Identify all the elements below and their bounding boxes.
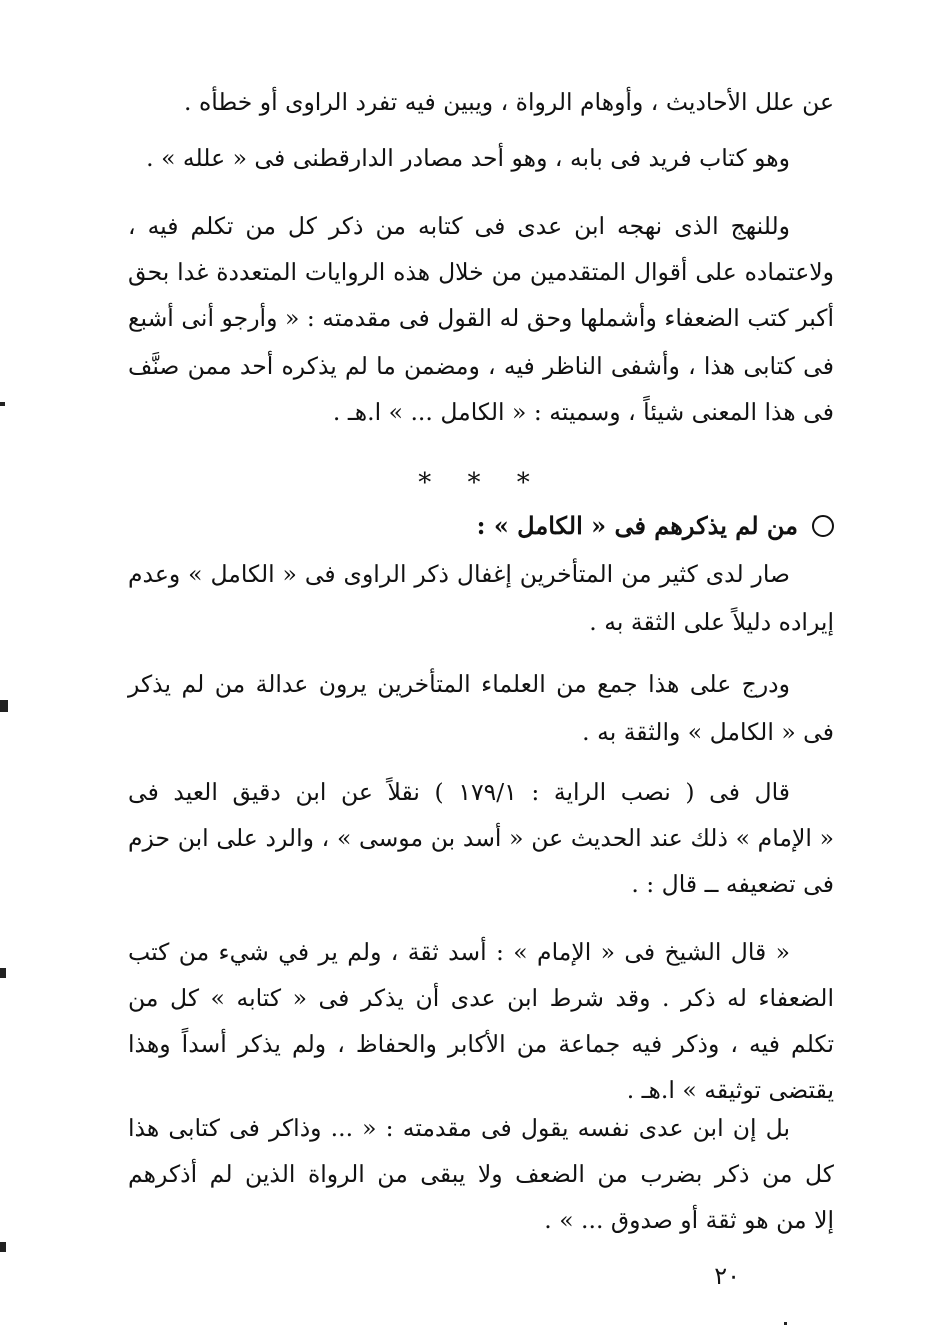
text-line: إلا من هو ثقة أو صدوق ... » .	[544, 1206, 834, 1234]
text-line: فى تضعيفه ــ قال : .	[631, 870, 834, 898]
scan-mark	[0, 402, 5, 406]
scan-mark	[0, 1242, 6, 1252]
text-line: بل إن ابن عدى نفسه يقول فى مقدمته : « ... وذاكر فى كتابى هذا	[128, 1114, 790, 1142]
text-line: كل من ذكر بضرب من الضعف ولا يبقى من الرواة الذين لم أذكرهم	[128, 1160, 834, 1188]
text-line: فى كتابى هذا ، وأشفى الناظر فيه ، ومضمن ما لم يذكره أحد ممن صنَّف	[128, 352, 834, 380]
heading-text: من لم يذكرهم فى « الكامل » :	[476, 511, 798, 540]
section-separator: * * *	[418, 468, 544, 498]
text-line: وللنهج الذى نهجه ابن عدى فى كتابه من ذكر كل من تكلم فيه ،	[128, 212, 790, 240]
text-line: فى « الكامل » والثقة به .	[582, 718, 834, 746]
text-line: يقتضى توثيقه » ا.هـ .	[626, 1076, 834, 1104]
text-line: « قال الشيخ فى « الإمام » : أسد ثقة ، ولم ير في شيء من كتب	[128, 938, 790, 966]
text-line: « الإمام » ذلك عند الحديث عن « أسد بن موسى » ، والرد على ابن حزم	[128, 824, 834, 852]
scan-mark	[0, 968, 6, 978]
text-line: فى هذا المعنى شيئاً ، وسميته : « الكامل ... » ا.هـ .	[332, 398, 834, 426]
text-line: عن علل الأحاديث ، وأوهام الرواة ، ويبين فيه تفرد الراوى أو خطأه .	[184, 88, 834, 116]
text-line: إيراده دليلاً على الثقة به .	[589, 608, 834, 636]
text-line: قال فى ( نصب الراية : ١٧٩/١ ) نقلاً عن ابن دقيق العيد فى	[128, 778, 790, 806]
text-line: ودرج على هذا جمع من العلماء المتأخرين يرون عدالة من لم يذكر	[128, 670, 790, 698]
scan-mark	[0, 700, 8, 712]
text-line: وهو كتاب فريد فى بابه ، وهو أحد مصادر الدارقطنى فى « علله » .	[146, 144, 790, 172]
section-heading	[477, 504, 834, 548]
text-line: تكلم فيه ، وذكر فيه جماعة من الأكابر والحفاظ ، ولم يذكر أسداً وهذا	[128, 1030, 834, 1058]
text-line: ولاعتماده على أقوال المتقدمين من خلال هذه الروايات المتعددة غدا بحق	[128, 258, 834, 286]
page-body	[128, 70, 834, 1330]
text-line: أكبر كتب الضعفاء وأشملها وحق له القول فى مقدمته : « وأرجو أنى أشبع	[128, 304, 834, 332]
scan-mark	[784, 1322, 787, 1325]
text-line: صار لدى كثير من المتأخرين إغفال ذكر الراوى فى « الكامل » وعدم	[128, 560, 790, 588]
text-line: الضعفاء له ذكر . وقد شرط ابن عدى أن يذكر فى « كتابه » كل من	[128, 984, 834, 1012]
page-number: ٢٠	[714, 1262, 740, 1290]
circle-bullet-icon	[812, 515, 834, 537]
